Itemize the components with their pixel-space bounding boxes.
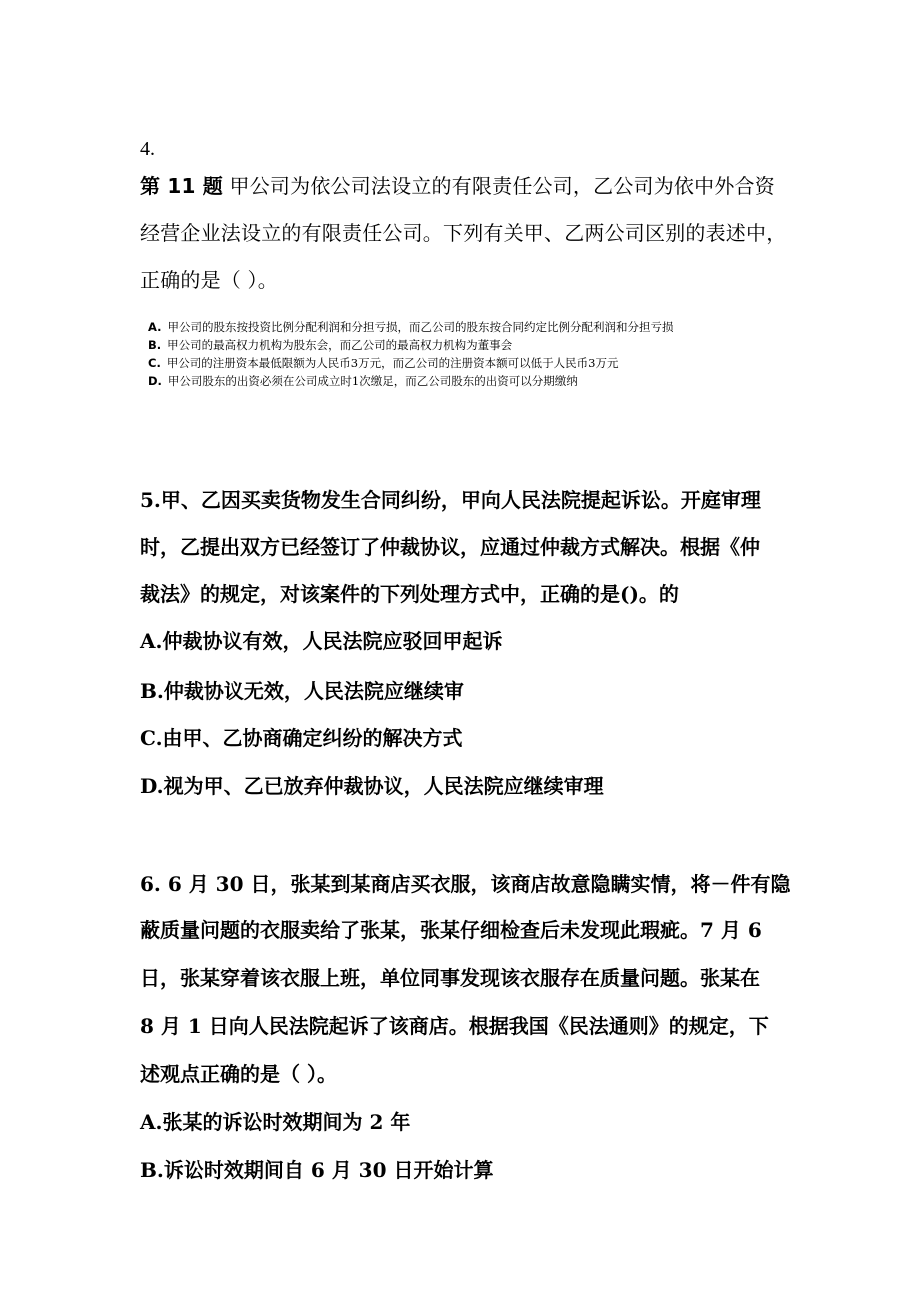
q4-stem-line-1 xyxy=(140,170,775,199)
q4-option-d-label: D. xyxy=(148,374,162,388)
q5-option-a: A.仲裁协议有效，人民法院应驳回甲起诉 xyxy=(140,629,503,653)
q4-option-b xyxy=(148,337,512,353)
q5-option-b: B.仲裁协议无效，人民法院应继续审 xyxy=(140,679,464,703)
q6-stem-line-4: 8 月 1 日向人民法院起诉了该商店。根据我国《民法通则》的规定，下 xyxy=(140,1014,769,1038)
q6-option-b: B.诉讼时效期间自 6 月 30 日开始计算 xyxy=(140,1158,494,1182)
q5-option-c: C.由甲、乙协商确定纠纷的解决方式 xyxy=(140,726,463,750)
q4-number: 4. xyxy=(140,138,155,160)
q4-option-b-label: B. xyxy=(148,338,162,352)
q4-option-d xyxy=(148,373,578,389)
q5-stem-line-2: 时，乙提出双方已经签订了仲裁协议，应通过仲裁方式解决。根据《仲 xyxy=(140,535,760,559)
q4-stem-line-3: 正确的是（ ）。 xyxy=(140,268,278,292)
q4-option-b-text: 甲公司的最高权力机构为股东会，而乙公司的最高权力机构为董事会 xyxy=(167,338,513,352)
q6-stem-line-5: 述观点正确的是（ ）。 xyxy=(140,1062,337,1086)
q4-option-c xyxy=(148,355,618,371)
q4-stem-line-2: 经营企业法设立的有限责任公司。下列有关甲、乙两公司区别的表述中， xyxy=(140,221,787,245)
q4-label: 第 11 题 xyxy=(140,174,223,198)
q6-stem-line-3: 日，张某穿着该衣服上班，单位同事发现该衣服存在质量问题。张某在 xyxy=(140,966,760,990)
q4-option-a xyxy=(148,319,673,335)
q4-option-c-label: C. xyxy=(148,356,161,370)
q5-stem-line-1: 5.甲、乙因买卖货物发生合同纠纷，甲向人民法院提起诉讼。开庭审理 xyxy=(140,488,761,512)
q4-option-a-text: 甲公司的股东按投资比例分配利润和分担亏损，而乙公司的股东按合同约定比例分配利润和分担亏损 xyxy=(167,320,674,334)
q5-stem-line-3: 裁法》的规定，对该案件的下列处理方式中，正确的是()。的 xyxy=(140,582,679,606)
q4-option-d-text: 甲公司股东的出资必须在公司成立时1次缴足，而乙公司股东的出资可以分期缴纳 xyxy=(167,374,578,388)
q5-option-d: D.视为甲、乙已放弃仲裁协议，人民法院应继续审理 xyxy=(140,774,604,798)
q4-option-c-text: 甲公司的注册资本最低限额为人民币3万元，而乙公司的注册资本额可以低于人民币3万元 xyxy=(166,356,619,370)
q6-stem-line-1: 6. 6 月 30 日，张某到某商店买衣服，该商店故意隐瞒实情，将－件有隐 xyxy=(140,872,791,896)
q4-option-a-label: A. xyxy=(148,320,162,334)
q4-stem-text-1: 甲公司为依公司法设立的有限责任公司，乙公司为依中外合资 xyxy=(229,174,775,198)
q6-stem-line-2: 蔽质量问题的衣服卖给了张某，张某仔细检查后未发现此瑕疵。7 月 6 xyxy=(140,918,762,942)
q6-option-a: A.张某的诉讼时效期间为 2 年 xyxy=(140,1110,411,1134)
